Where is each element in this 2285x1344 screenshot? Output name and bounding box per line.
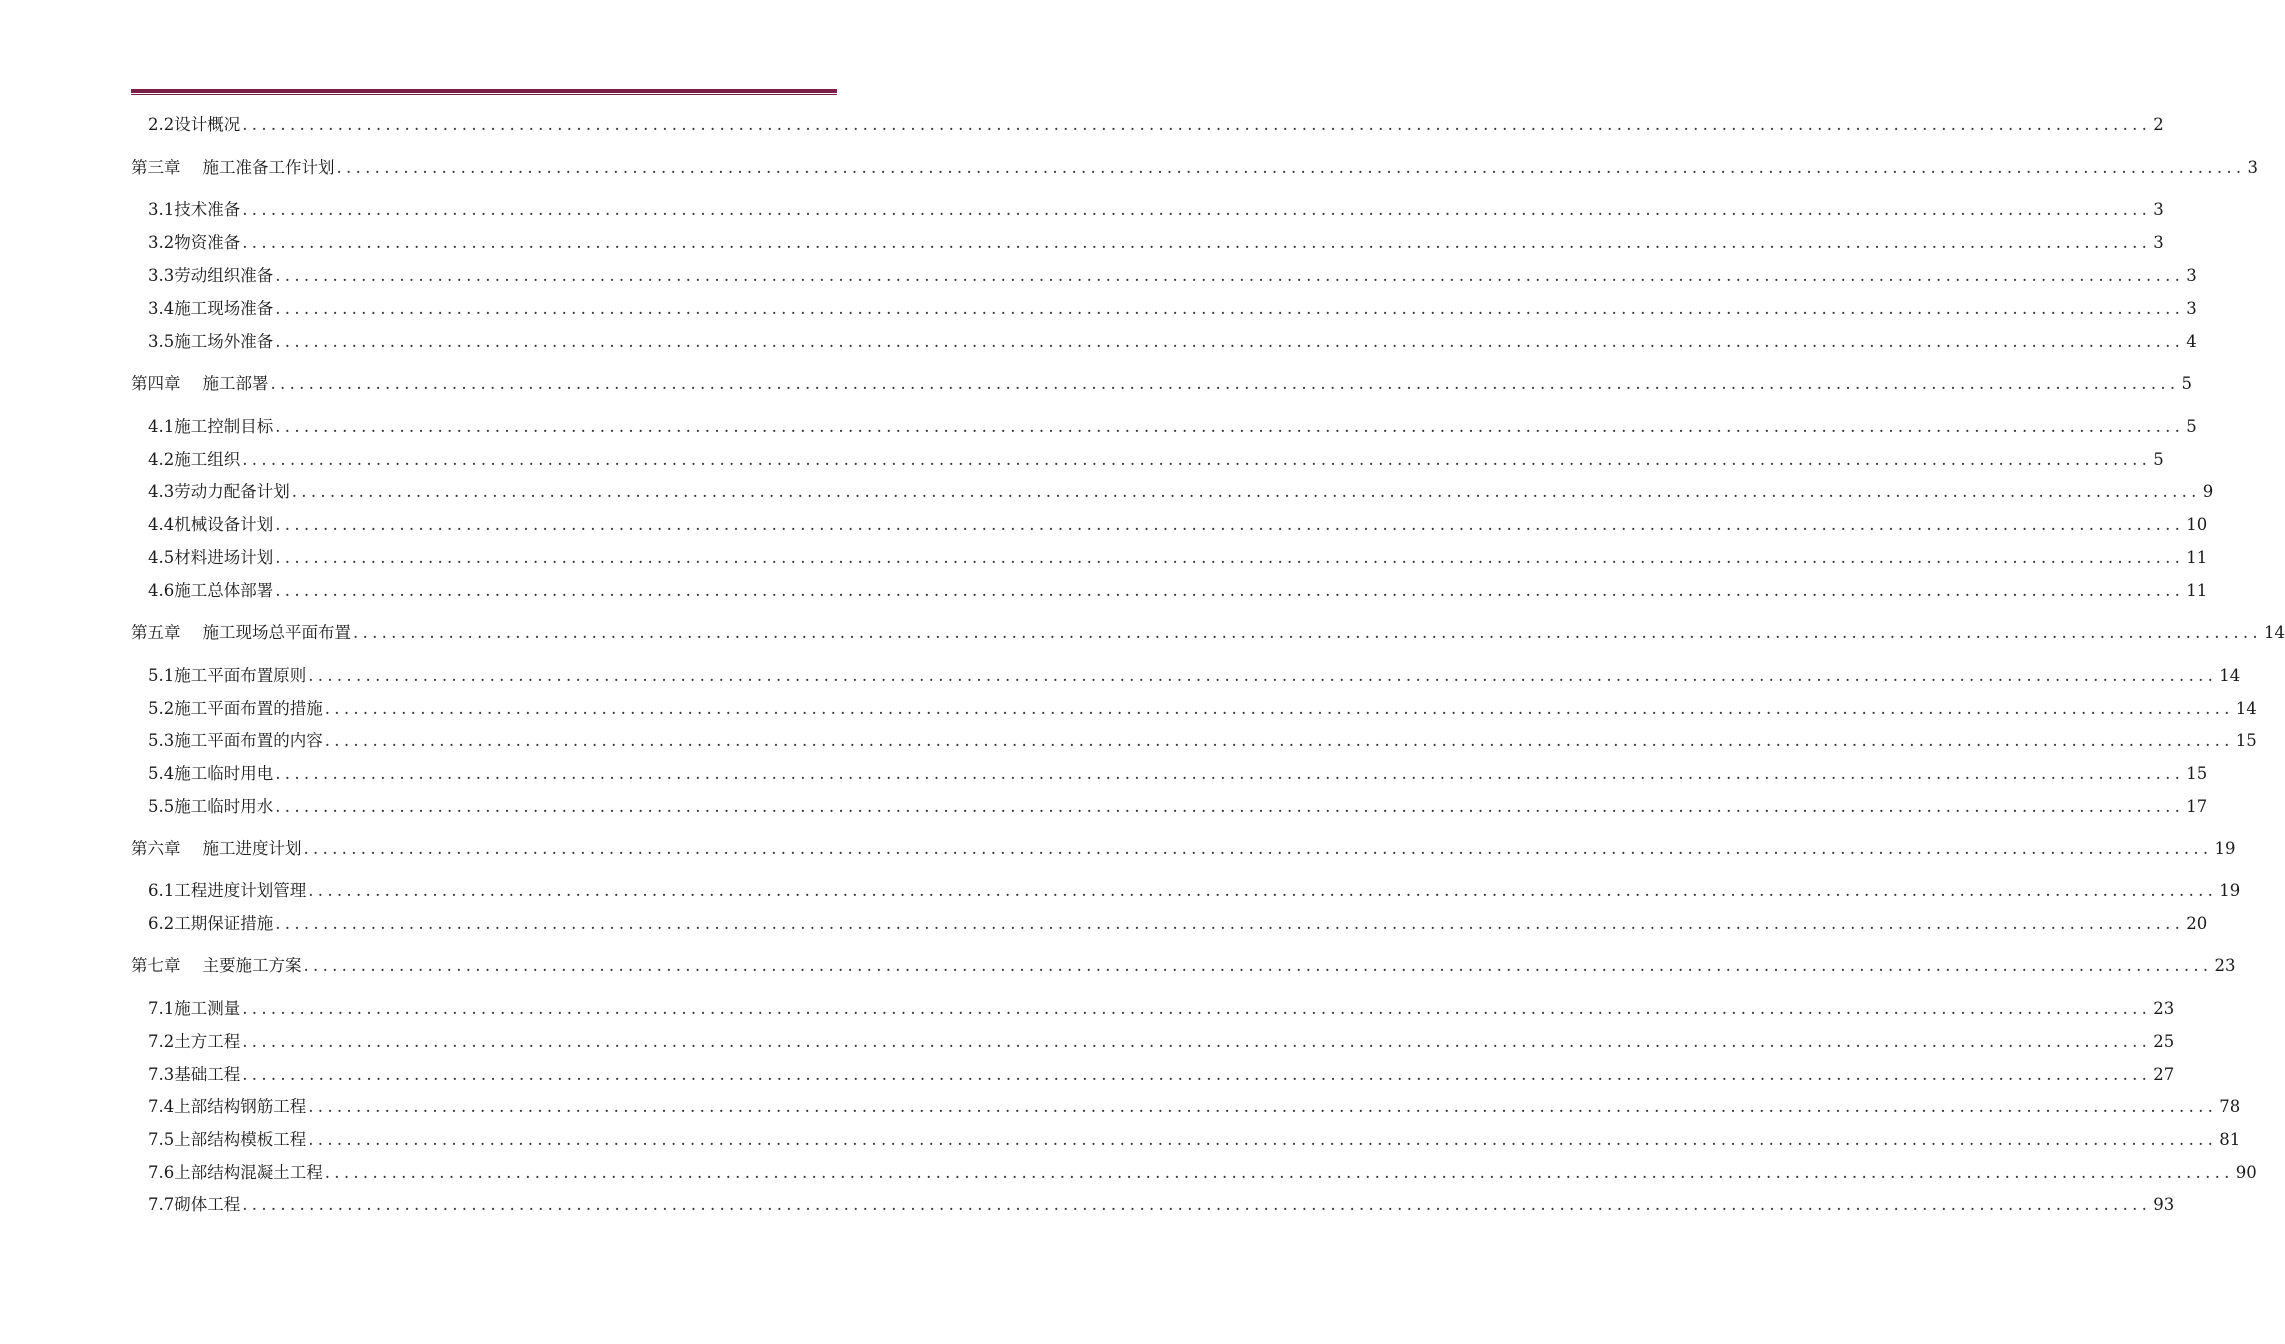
toc-entry-title: 设计概况 — [174, 115, 241, 134]
toc-entry-label — [148, 199, 240, 221]
toc-section-entry[interactable] — [148, 114, 2164, 136]
toc-entry-title: 机械设备计划 — [174, 515, 274, 534]
toc-chapter-entry[interactable] — [131, 157, 2258, 179]
toc-entry-title: 施工临时用水 — [174, 797, 274, 816]
toc-entry-label — [131, 838, 302, 860]
toc-entry-title: 施工准备工作计划 — [202, 158, 335, 177]
toc-entry-label — [148, 298, 273, 320]
toc-entry-title: 劳动组织准备 — [174, 266, 274, 285]
toc-page-number: 3 — [2186, 299, 2197, 318]
toc-page-number: 9 — [2202, 482, 2214, 501]
toc-entry-title: 砌体工程 — [174, 1195, 241, 1214]
toc-page-number: 27 — [2153, 1065, 2175, 1084]
toc-entry-number: 7.7 — [148, 1195, 175, 1214]
toc-page-number: 14 — [2219, 666, 2241, 685]
toc-entry-label — [131, 622, 351, 644]
toc-entry-label — [148, 514, 273, 536]
toc-entry-number: 5.5 — [148, 797, 175, 816]
toc-leader-dots: ........................................................................................................................................................................................................ — [242, 1065, 2152, 1084]
toc-entry-number: 4.1 — [148, 417, 175, 436]
toc-entry-title: 工期保证措施 — [174, 914, 274, 933]
toc-page-number: 11 — [2186, 581, 2208, 600]
toc-entry-label — [148, 114, 240, 136]
toc-entry-label — [148, 481, 290, 503]
toc-entry-title: 施工平面布置的内容 — [174, 731, 323, 750]
toc-entry-number: 7.4 — [148, 1097, 175, 1116]
header-rule — [131, 89, 837, 96]
toc-entry-label — [148, 331, 273, 353]
toc-section-entry[interactable] — [148, 665, 2241, 687]
toc-page-number: 90 — [2235, 1163, 2257, 1182]
toc-entry-title: 施工现场准备 — [174, 299, 274, 318]
toc-section-entry[interactable] — [148, 199, 2164, 221]
toc-section-entry[interactable] — [148, 1194, 2175, 1216]
toc-entry-title: 劳动力配备计划 — [174, 482, 290, 501]
toc-page-number: 78 — [2219, 1097, 2241, 1116]
toc-entry-label — [131, 955, 302, 977]
toc-leader-dots: ........................................................................................................................................................................................................ — [242, 1032, 2152, 1051]
toc-leader-dots: ........................................................................................................................................................................................................ — [324, 699, 2234, 718]
toc-entry-label — [148, 1031, 240, 1053]
toc-page-number: 17 — [2186, 797, 2208, 816]
toc-page-number: 19 — [2219, 881, 2241, 900]
toc-entry-label — [148, 796, 273, 818]
toc-entry-title: 基础工程 — [174, 1065, 241, 1084]
toc-leader-dots: ........................................................................................................................................................................................................ — [353, 623, 2262, 642]
toc-section-entry[interactable] — [148, 298, 2197, 320]
toc-page-number: 11 — [2186, 548, 2208, 567]
toc-section-entry[interactable] — [148, 580, 2208, 602]
toc-entry-number: 5.3 — [148, 731, 175, 750]
toc-entry-title: 工程进度计划管理 — [174, 881, 307, 900]
toc-page-number: 19 — [2214, 839, 2236, 858]
toc-leader-dots: ........................................................................................................................................................................................................ — [275, 299, 2185, 318]
toc-section-entry[interactable] — [148, 880, 2241, 902]
toc-leader-dots: ........................................................................................................................................................................................................ — [270, 374, 2180, 393]
toc-entry-number: 4.2 — [148, 450, 175, 469]
toc-entry-title: 施工测量 — [174, 999, 241, 1018]
toc-section-entry[interactable] — [148, 481, 2214, 503]
toc-entry-label — [148, 580, 273, 602]
toc-entry-title: 物资准备 — [174, 233, 241, 252]
toc-entry-title: 施工平面布置原则 — [174, 666, 307, 685]
toc-section-entry[interactable] — [148, 1031, 2175, 1053]
toc-entry-title: 施工现场总平面布置 — [202, 623, 351, 642]
toc-entry-label — [131, 373, 269, 395]
toc-chapter-entry[interactable] — [131, 838, 2236, 860]
toc-page-number: 15 — [2186, 764, 2208, 783]
toc-entry-title: 材料进场计划 — [174, 548, 274, 567]
toc-section-entry[interactable] — [148, 998, 2175, 1020]
toc-entry-label — [148, 698, 323, 720]
toc-entry-label — [131, 157, 335, 179]
toc-entry-title: 施工进度计划 — [202, 839, 302, 858]
toc-entry-label — [148, 763, 273, 785]
toc-entry-number: 7.2 — [148, 1032, 175, 1051]
toc-entry-label — [148, 665, 306, 687]
toc-leader-dots: ........................................................................................................................................................................................................ — [275, 764, 2185, 783]
toc-leader-dots: ........................................................................................................................................................................................................ — [242, 1195, 2152, 1214]
toc-entry-number: 4.6 — [148, 581, 175, 600]
toc-entry-number: 3.1 — [148, 200, 175, 219]
toc-section-entry[interactable] — [148, 416, 2197, 438]
toc-page-number: 23 — [2153, 999, 2175, 1018]
toc-leader-dots: ........................................................................................................................................................................................................ — [242, 115, 2152, 134]
toc-entry-title: 上部结构钢筋工程 — [174, 1097, 307, 1116]
toc-entry-label — [148, 547, 273, 569]
toc-entry-title: 主要施工方案 — [202, 956, 302, 975]
toc-entry-number: 7.1 — [148, 999, 175, 1018]
toc-leader-dots: ........................................................................................................................................................................................................ — [275, 266, 2185, 285]
toc-entry-number: 3.2 — [148, 233, 175, 252]
toc-entry-number: 5.1 — [148, 666, 175, 685]
toc-leader-dots: ........................................................................................................................................................................................................ — [336, 158, 2246, 177]
toc-chapter-entry[interactable] — [131, 955, 2236, 977]
toc-entry-number: 6.1 — [148, 881, 175, 900]
toc-entry-label — [148, 1194, 240, 1216]
toc-leader-dots: ........................................................................................................................................................................................................ — [324, 731, 2234, 750]
toc-leader-dots: ........................................................................................................................................................................................................ — [275, 581, 2185, 600]
toc-page-number: 5 — [2181, 374, 2192, 393]
toc-entry-label — [148, 1096, 306, 1118]
toc-entry-title: 技术准备 — [174, 200, 241, 219]
toc-leader-dots: ........................................................................................................................................................................................................ — [242, 450, 2152, 469]
toc-page-number: 4 — [2186, 332, 2197, 351]
toc-page-number: 93 — [2153, 1195, 2175, 1214]
toc-leader-dots: ........................................................................................................................................................................................................ — [275, 515, 2185, 534]
header-rule-thin — [131, 94, 837, 95]
toc-leader-dots: ........................................................................................................................................................................................................ — [324, 1163, 2234, 1182]
toc-leader-dots: ........................................................................................................................................................................................................ — [308, 1130, 2218, 1149]
toc-leader-dots: ........................................................................................................................................................................................................ — [308, 666, 2218, 685]
toc-entry-number: 第五章 — [131, 623, 181, 642]
toc-entry-label — [148, 416, 273, 438]
toc-entry-title: 施工临时用电 — [174, 764, 274, 783]
toc-section-entry[interactable] — [148, 1162, 2257, 1184]
toc-section-entry[interactable] — [148, 514, 2208, 536]
toc-chapter-entry[interactable] — [131, 622, 2285, 644]
toc-leader-dots: ........................................................................................................................................................................................................ — [275, 548, 2185, 567]
toc-leader-dots: ........................................................................................................................................................................................................ — [303, 839, 2213, 858]
toc-page-number: 25 — [2153, 1032, 2175, 1051]
toc-section-entry[interactable] — [148, 449, 2164, 471]
toc-leader-dots: ........................................................................................................................................................................................................ — [308, 881, 2218, 900]
toc-entry-number: 5.2 — [148, 699, 175, 718]
toc-section-entry[interactable] — [148, 331, 2197, 353]
toc-section-entry[interactable] — [148, 547, 2208, 569]
toc-entry-number: 7.6 — [148, 1163, 175, 1182]
toc-entry-label — [148, 232, 240, 254]
toc-entry-number: 7.5 — [148, 1130, 175, 1149]
toc-entry-number: 6.2 — [148, 914, 175, 933]
toc-page-number: 2 — [2153, 115, 2164, 134]
toc-entry-number: 5.4 — [148, 764, 175, 783]
toc-entry-title: 施工组织 — [174, 450, 241, 469]
toc-entry-label — [148, 730, 323, 752]
toc-page-number: 20 — [2186, 914, 2208, 933]
toc-page-number: 81 — [2219, 1130, 2241, 1149]
toc-leader-dots: ........................................................................................................................................................................................................ — [275, 914, 2185, 933]
toc-section-entry[interactable] — [148, 232, 2164, 254]
toc-leader-dots: ........................................................................................................................................................................................................ — [275, 332, 2185, 351]
toc-entry-number: 3.4 — [148, 299, 175, 318]
toc-page-number: 3 — [2153, 233, 2164, 252]
toc-page-number: 3 — [2186, 266, 2197, 285]
toc-entry-number: 第三章 — [131, 158, 181, 177]
toc-entry-title: 施工平面布置的措施 — [174, 699, 323, 718]
toc-section-entry[interactable] — [148, 265, 2197, 287]
toc-chapter-entry[interactable] — [131, 373, 2192, 395]
toc-page-number: 10 — [2186, 515, 2208, 534]
toc-leader-dots: ........................................................................................................................................................................................................ — [242, 999, 2152, 1018]
toc-entry-number: 4.5 — [148, 548, 175, 567]
toc-page-number: 3 — [2247, 158, 2258, 177]
toc-entry-label — [148, 913, 273, 935]
toc-entry-number: 4.3 — [148, 482, 175, 501]
toc-entry-label — [148, 265, 273, 287]
toc-section-entry[interactable] — [148, 1064, 2175, 1086]
toc-entry-label — [148, 1064, 240, 1086]
toc-leader-dots: ........................................................................................................................................................................................................ — [275, 797, 2185, 816]
toc-entry-title: 施工总体部署 — [174, 581, 274, 600]
toc-leader-dots: ........................................................................................................................................................................................................ — [242, 200, 2152, 219]
toc-page-number: 14 — [2235, 699, 2257, 718]
toc-section-entry[interactable] — [148, 730, 2257, 752]
toc-entry-title: 土方工程 — [174, 1032, 241, 1051]
toc-page-number: 3 — [2153, 200, 2164, 219]
toc-entry-title: 施工控制目标 — [174, 417, 274, 436]
toc-section-entry[interactable] — [148, 1129, 2241, 1151]
toc-entry-number: 7.3 — [148, 1065, 175, 1084]
toc-leader-dots: ........................................................................................................................................................................................................ — [291, 482, 2201, 501]
toc-leader-dots: ........................................................................................................................................................................................................ — [275, 417, 2185, 436]
toc-entry-number: 3.5 — [148, 332, 175, 351]
toc-entry-title: 上部结构模板工程 — [174, 1130, 307, 1149]
toc-page-number: 14 — [2263, 623, 2285, 642]
toc-page-number: 23 — [2214, 956, 2236, 975]
toc-entry-label — [148, 449, 240, 471]
toc-page-number: 5 — [2153, 450, 2164, 469]
toc-section-entry[interactable] — [148, 698, 2257, 720]
toc-entry-label — [148, 1162, 323, 1184]
toc-entry-number: 2.2 — [148, 115, 175, 134]
toc-entry-title: 上部结构混凝土工程 — [174, 1163, 323, 1182]
toc-entry-number: 第四章 — [131, 374, 181, 393]
toc-section-entry[interactable] — [148, 796, 2208, 818]
toc-page-number: 15 — [2235, 731, 2257, 750]
toc-entry-label — [148, 998, 240, 1020]
toc-entry-label — [148, 880, 306, 902]
toc-leader-dots: ........................................................................................................................................................................................................ — [242, 233, 2152, 252]
toc-entry-number: 4.4 — [148, 515, 175, 534]
toc-section-entry[interactable] — [148, 913, 2208, 935]
toc-entry-title: 施工部署 — [202, 374, 269, 393]
toc-entry-number: 第七章 — [131, 956, 181, 975]
toc-entry-number: 第六章 — [131, 839, 181, 858]
toc-section-entry[interactable] — [148, 763, 2208, 785]
toc-page-number: 5 — [2186, 417, 2197, 436]
toc-entry-number: 3.3 — [148, 266, 175, 285]
toc-entry-label — [148, 1129, 306, 1151]
header-rule-thick — [131, 89, 837, 93]
toc-section-entry[interactable] — [148, 1096, 2241, 1118]
toc-leader-dots: ........................................................................................................................................................................................................ — [308, 1097, 2218, 1116]
toc-entry-title: 施工场外准备 — [174, 332, 274, 351]
toc-leader-dots: ........................................................................................................................................................................................................ — [303, 956, 2213, 975]
